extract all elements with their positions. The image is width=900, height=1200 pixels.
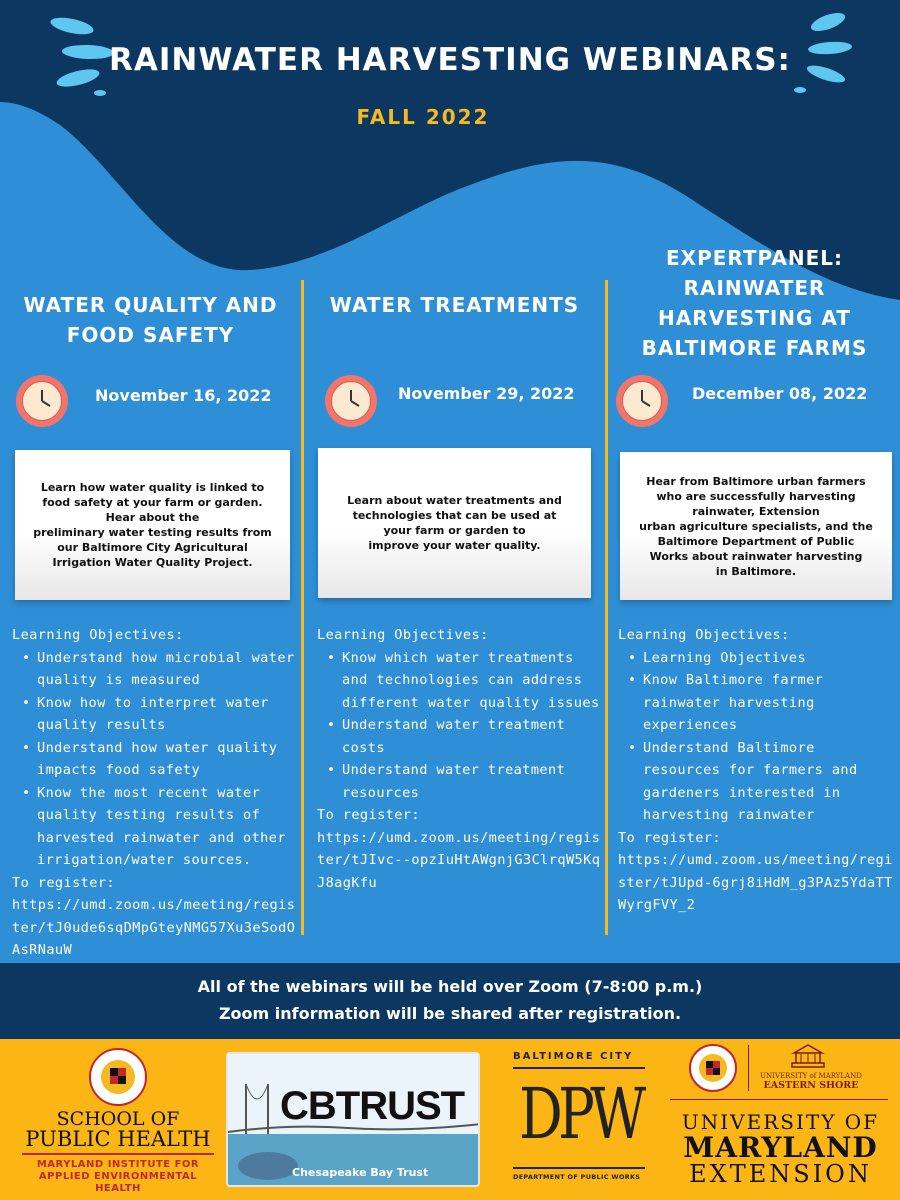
umd-extension-logo: [668, 1043, 893, 1197]
list-item: • Understand Baltimore resources for farmers and gardeners interested in harvesting rainwater: [643, 737, 898, 827]
school-of-public-health-logo: [18, 1047, 218, 1195]
session-date: November 29, 2022: [398, 384, 575, 403]
objectives-heading: Learning Objectives:: [618, 627, 790, 643]
extension-line: UNIVERSITY OF: [681, 1110, 880, 1134]
column-divider: [301, 280, 304, 935]
objectives-heading: Learning Objectives:: [12, 627, 184, 643]
dpw-city: BALTIMORE CITY: [513, 1051, 634, 1062]
register-link[interactable]: https://umd.zoom.us/meeting/register/tJ0ude6sqDMpGteyNMG57Xu3eSodOAsRNauW: [12, 897, 296, 958]
page-subtitle: FALL 2022: [356, 105, 490, 129]
session-date: December 08, 2022: [692, 384, 868, 403]
objectives-heading: Learning Objectives:: [317, 627, 489, 643]
register-label: To register:: [12, 874, 116, 891]
learning-objectives: [618, 624, 898, 917]
clock-icon: [616, 375, 668, 427]
register-link[interactable]: https://umd.zoom.us/meeting/register/tJUpd-6grj8iHdM_g3PAz5YdaTTWyrgFVY_2: [618, 852, 893, 913]
cbtrust-logo: [226, 1052, 480, 1187]
umes-building-icon: [788, 1043, 828, 1069]
list-item: • Know Baltimore farmer rainwater harvesting experiences: [643, 669, 898, 737]
zoom-info-banner: [0, 963, 900, 1039]
register-label: To register:: [618, 829, 722, 846]
dpw-department: DEPARTMENT OF PUBLIC WORKS: [513, 1173, 641, 1181]
zoom-info-line: Zoom information will be shared after registration.: [218, 1004, 682, 1023]
baltimore-dpw-logo: [505, 1051, 655, 1191]
learning-objectives: [317, 624, 602, 894]
list-item: • Understand water treatment costs: [342, 714, 602, 759]
extension-line: MARYLAND: [683, 1131, 878, 1164]
sph-line: SCHOOL OF: [56, 1108, 180, 1130]
sph-sub-line: APPLIED ENVIRONMENTAL HEALTH: [38, 1171, 198, 1194]
session-title: WATER QUALITY AND FOOD SAFETY: [23, 293, 278, 347]
sph-line: PUBLIC HEALTH: [25, 1127, 211, 1151]
learning-objectives: [12, 624, 300, 962]
session-description: Learn about water treatments and technologies that can be used at your farm or garden to improve your water quality.: [318, 448, 591, 598]
page-title: RAINWATER HARVESTING WEBINARS:: [109, 42, 791, 78]
umd-seal-icon: [688, 1043, 738, 1093]
list-item: • Understand how microbial water quality is measured: [37, 647, 300, 692]
cbtrust-title: CBTRUST: [280, 1084, 465, 1128]
session-title: EXPERTPANEL: RAINWATER HARVESTING AT BALTIMORE FARMS: [641, 246, 868, 360]
session-description: Learn how water quality is linked to food safety at your farm or garden. Hear about the preliminary water testing results from our Baltimore City Agricultural Irrigation Water Quality Project.: [15, 450, 290, 600]
dpw-letters: DPW: [519, 1073, 642, 1155]
list-item: • Understand water treatment resources: [342, 759, 602, 804]
list-item: • Know the most recent water quality testing results of harvested rainwater and other irrigation/water sources.: [37, 782, 300, 872]
partner-logos: [0, 1039, 900, 1200]
register-link[interactable]: https://umd.zoom.us/meeting/register/tJIvc--opzIuHtAWgnjG3ClrqW5KqJ8agKfu: [317, 829, 601, 891]
clock-icon: [325, 375, 377, 427]
list-item: • Know how to interpret water quality results: [37, 692, 300, 737]
list-item: • Know which water treatments and technologies can address different water quality issues: [342, 647, 602, 715]
umes-line: EASTERN SHORE: [763, 1080, 859, 1091]
column-divider: [605, 280, 608, 935]
sph-sub-line: MARYLAND INSTITUTE FOR: [36, 1159, 200, 1170]
session-title: WATER TREATMENTS: [329, 293, 580, 317]
zoom-info-line: All of the webinars will be held over Zoom (7-8:00 p.m.): [197, 977, 703, 996]
extension-line: EXTENSION: [689, 1160, 872, 1188]
list-item: • Understand how water quality impacts food safety: [37, 737, 300, 782]
cbtrust-subtitle: Chesapeake Bay Trust: [292, 1166, 429, 1179]
session-description: Hear from Baltimore urban farmers who are successfully harvesting rainwater, Extension urban agriculture specialists, and the Baltimore Department of Public Works about rainwater harvesting in Baltimore.: [620, 452, 892, 600]
clock-icon: [16, 375, 68, 427]
register-label: To register:: [317, 807, 421, 823]
umd-seal-icon: [88, 1047, 148, 1107]
umes-line: UNIVERSITY of MARYLAND: [760, 1072, 862, 1080]
list-item: • Learning Objectives: [643, 647, 898, 670]
session-date: November 16, 2022: [95, 386, 272, 405]
